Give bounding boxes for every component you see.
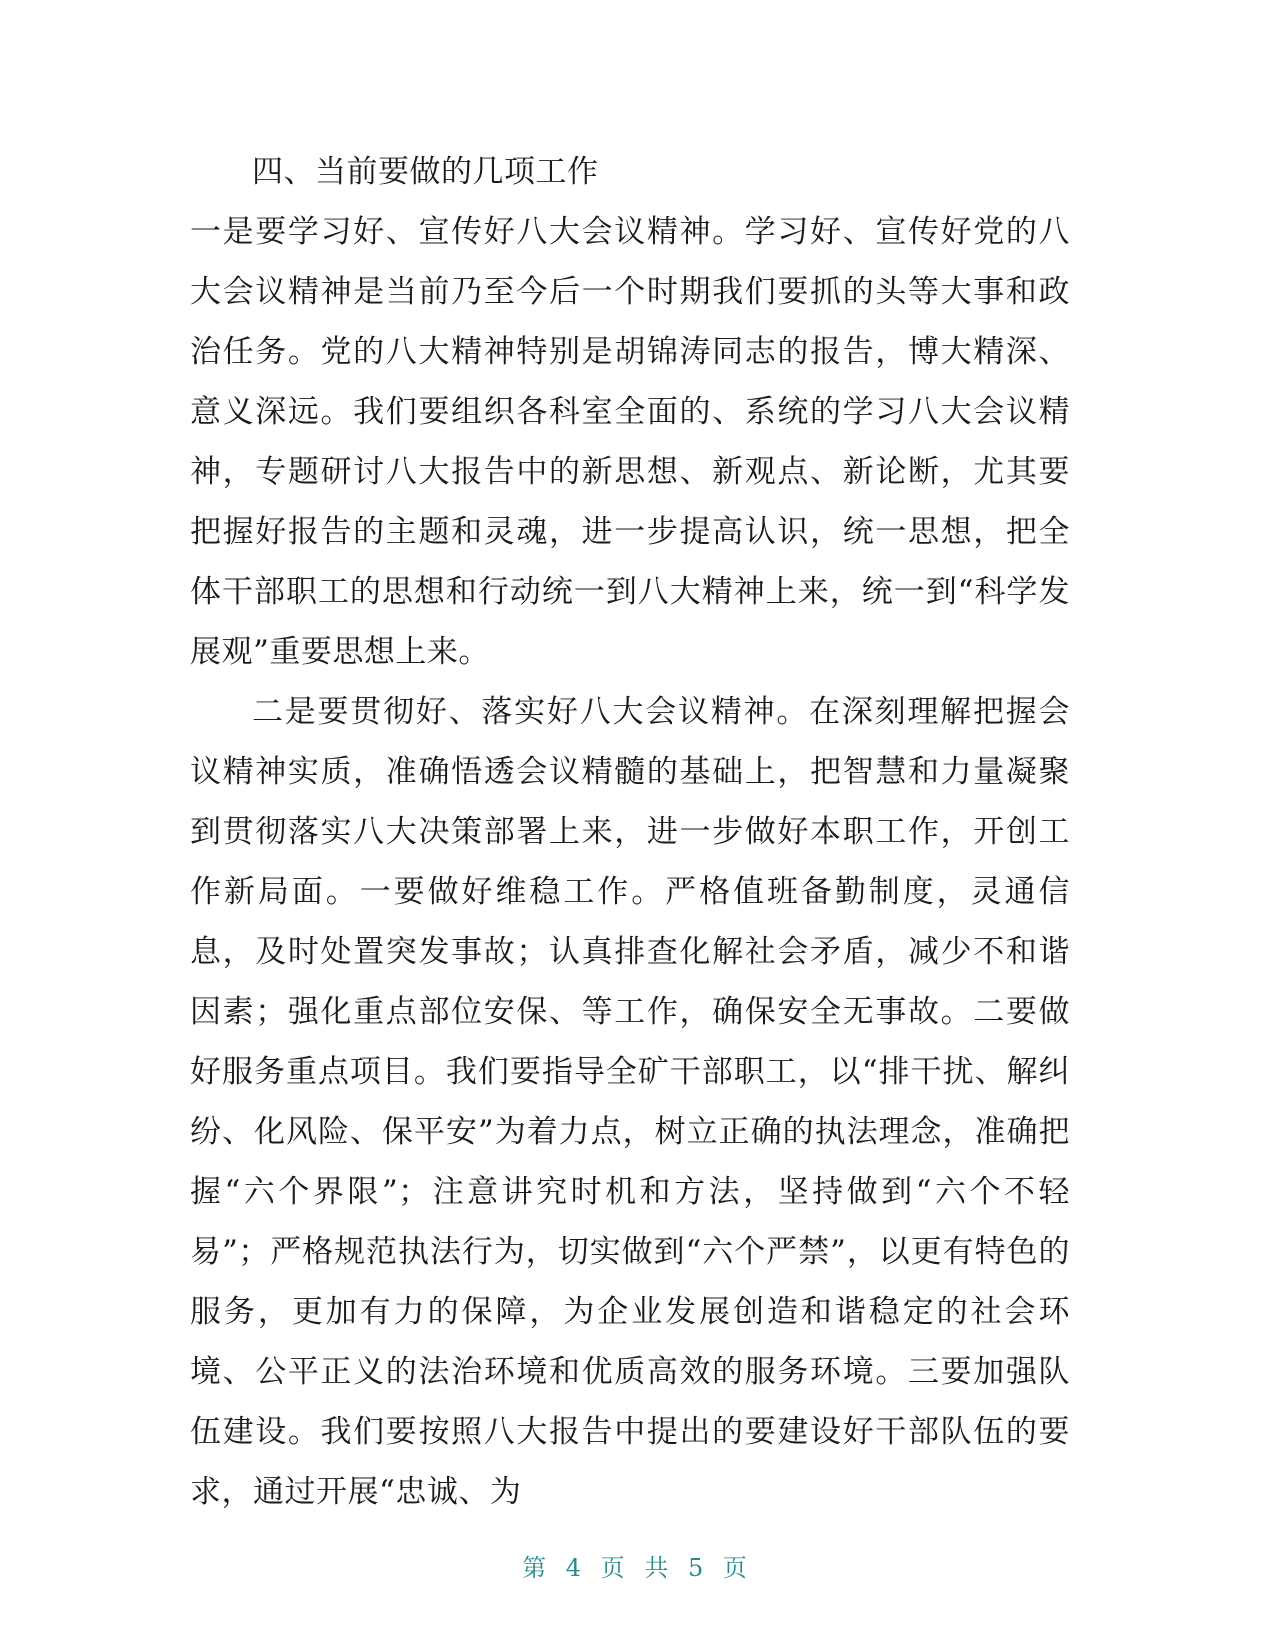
page-number: 第 4 页 共 5 页 — [522, 1554, 753, 1582]
paragraph: 一是要学习好、宣传好八大会议精神。学习好、宣传好党的八大会议精神是当前乃至今后一个时期我们要抓的头等大事和政治任务。党的八大精神特别是胡锦涛同志的报告，博大精深、意义深远。我们要组织各科室全面的、系统的学习八大会议精神，专题研讨八大报告中的新思想、新观点、新论断，尤其要把握好报告的主题和灵魂，进一步提高认识，统一思想，把全体干部职工的思想和行动统一到八大精神上来，统一到“科学发展观”重要思想上来。 — [190, 214, 1070, 670]
page-footer — [0, 1548, 1275, 1583]
section-heading: 四、当前要做的几项工作 — [252, 154, 599, 190]
paragraph: 二是要贯彻好、落实好八大会议精神。在深刻理解把握会议精神实质，准确悟透会议精髓的基础上，把智慧和力量凝聚到贯彻落实八大决策部署上来，进一步做好本职工作，开创工作新局面。一要做好维稳工作。严格值班备勤制度，灵通信息，及时处置突发事故；认真排查化解社会矛盾，减少不和谐因素；强化重点部位安保、等工作，确保安全无事故。二要做好服务重点项目。我们要指导全矿干部职工，以“排干扰、解纠纷、化风险、保平安”为着力点，树立正确的执法理念，准确把握“六个界限”；注意讲究时机和方法，坚持做到“六个不轻易”；严格规范执法行为，切实做到“六个严禁”，以更有特色的服务，更加有力的保障，为企业发展创造和谐稳定的社会环境、公平正义的法治环境和优质高效的服务环境。三要加强队伍建设。我们要按照八大报告中提出的要建设好干部队伍的要求，通过开展“忠诚、为 — [190, 694, 1070, 1510]
document-body — [190, 142, 1070, 1522]
